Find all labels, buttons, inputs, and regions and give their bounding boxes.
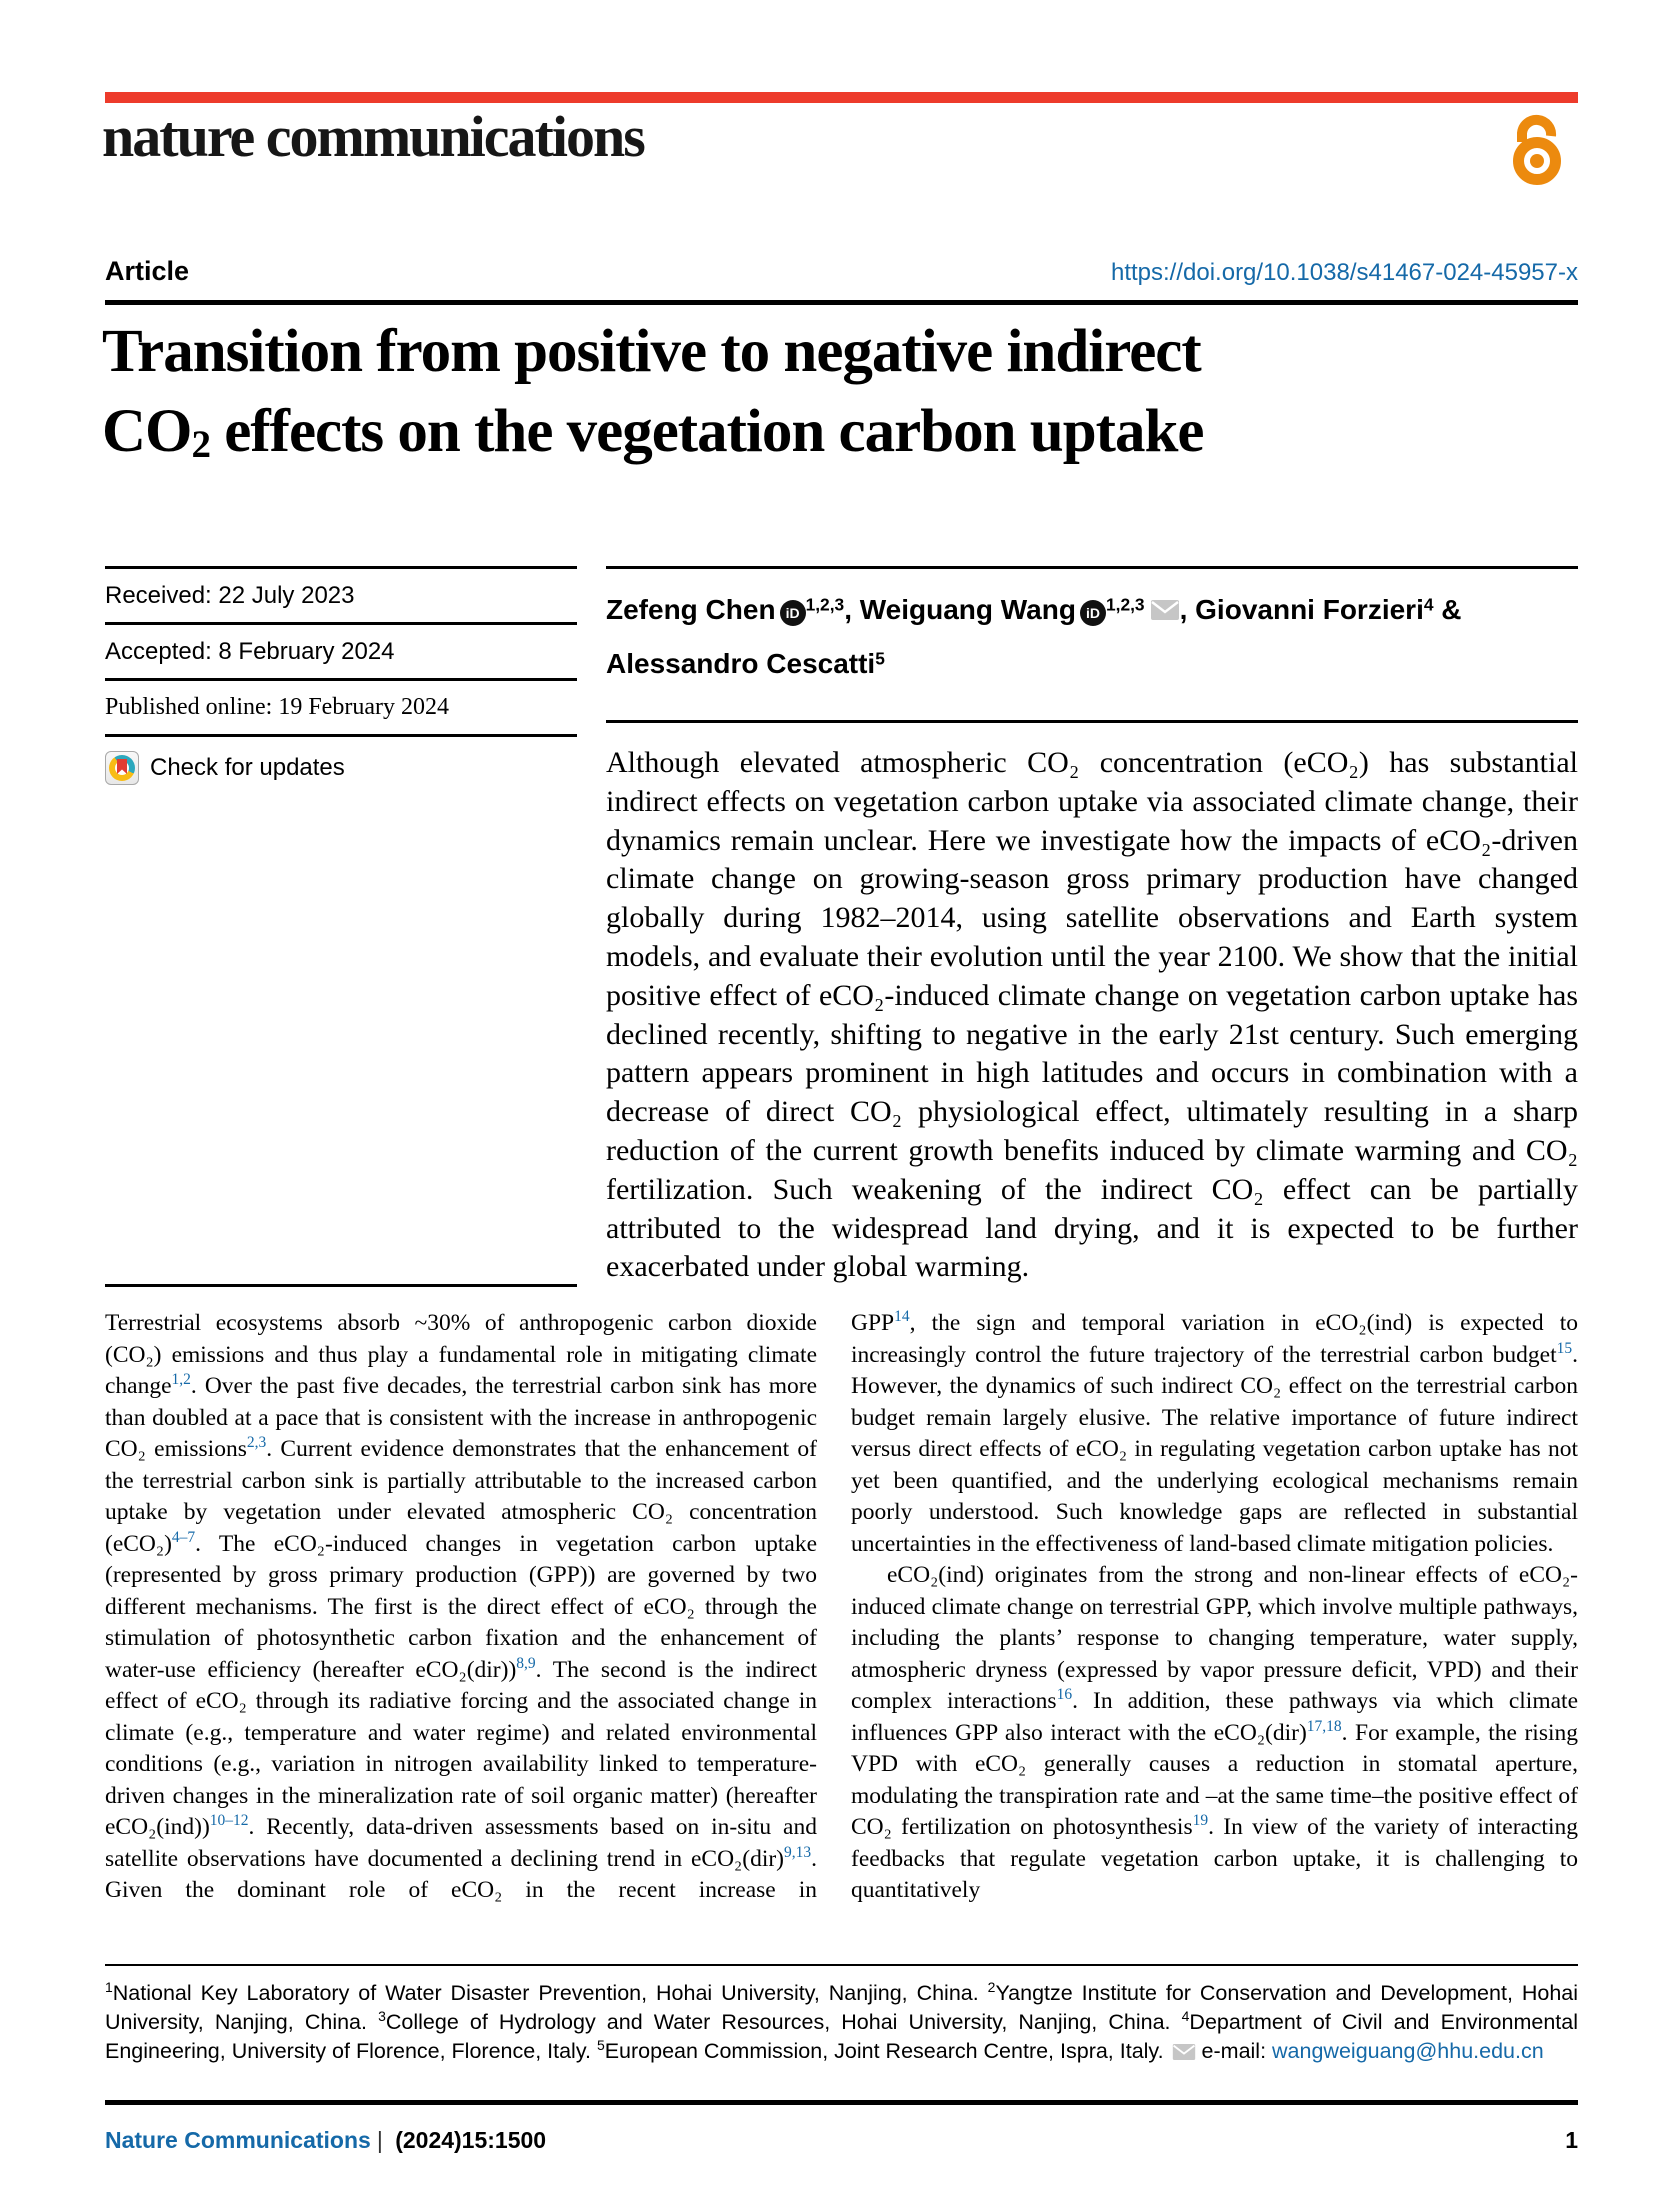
reference-superscript[interactable]: 10–12: [209, 1812, 249, 1830]
corresponding-email-link[interactable]: wangweiguang@hhu.edu.cn: [1272, 2039, 1544, 2063]
reference-superscript[interactable]: 9,13: [784, 1843, 812, 1861]
body-text: [105, 1308, 1578, 1907]
body-column-right: [851, 1308, 1578, 1907]
email-envelope-icon: [1172, 2040, 1196, 2069]
info-section: [105, 566, 1578, 1287]
affiliation-number: 5: [596, 2036, 605, 2053]
affiliation-number: 1: [105, 1978, 113, 1995]
check-for-updates-badge[interactable]: [105, 734, 577, 790]
received-date: Received: 22 July 2023: [105, 566, 577, 622]
page-number: 1: [1565, 2127, 1578, 2153]
body-paragraph: eCO₂(ind) originates from the strong and non-linear effects of eCO₂-induced climate change on terrestrial GPP, which involve multiple pathways, including the plants’ response to changing temperature, water supply, atmospheric dryness (expressed by vapor pressure deficit, VPD) and their complex interactions$^{16}$. In addition, these pathways via which climate influences GPP also interact with the eCO₂(dir)$^{17,18}$. For example, the rising VPD with eCO₂ generally causes a reduction in stomatal aperture, modulating the transpiration rate and –at the same time–the positive effect of CO₂ fertilization on photosynthesis$^{19}$. In view of the variety of interacting feedbacks that regulate vegetation carbon uptake, it is challenging to quantitatively: [851, 1562, 1578, 1903]
author-affiliation-sup: 1,2,3: [1105, 594, 1145, 615]
affiliation-number: 2: [987, 1978, 996, 1995]
published-date: Published online: 19 February 2024: [105, 678, 577, 734]
header-rule: [105, 300, 1578, 305]
reference-superscript[interactable]: 14: [894, 1308, 910, 1326]
author-affiliation-sup: 4: [1423, 594, 1434, 615]
footer-citation: Nature Communications | (2024)15:1500: [105, 2127, 547, 2153]
author-affiliation-sup: 5: [875, 648, 885, 669]
email-envelope-icon[interactable]: [1150, 586, 1180, 638]
affiliation-number: 4: [1181, 2007, 1190, 2024]
orcid-icon[interactable]: iD: [1080, 600, 1106, 626]
author-name: Alessandro Cescatti: [606, 648, 876, 680]
body-paragraph: GPP$^{14}$, the sign and temporal variation in eCO₂(ind) is expected to increasingly control the future trajectory of the terrestrial carbon budget$^{15}$. However, the dynamics of such indirect CO₂ effect on the terrestrial carbon budget remain largely elusive. The relative importance of future indirect versus direct effects of eCO₂ in regulating vegetation carbon uptake has not yet been quantified, and the underlying ecological mechanisms remain poorly understood. Such knowledge gaps are reflected in substantial uncertainties in the effectiveness of land-based climate mitigation policies.: [851, 1308, 1578, 1557]
reference-superscript[interactable]: 2,3: [246, 1434, 267, 1452]
orcid-icon[interactable]: iD: [780, 600, 806, 626]
page-footer: [105, 2100, 1578, 2154]
author-name: Zefeng Chen: [606, 594, 776, 625]
reference-superscript[interactable]: 4–7: [171, 1528, 196, 1546]
reference-superscript[interactable]: 17,18: [1306, 1717, 1342, 1735]
reference-superscript[interactable]: 1,2: [171, 1371, 191, 1389]
open-access-icon: [1506, 112, 1568, 191]
body-column-left: [105, 1308, 817, 1907]
doi-link[interactable]: https://doi.org/10.1038/s41467-024-45957-x: [1110, 259, 1578, 286]
abstract: Although elevated atmospheric CO₂ concentration (eCO₂) has substantial indirect effects on vegetation carbon uptake via associated climate change, their dynamics remain unclear. Here we investigate how the impacts of eCO₂-driven climate change on growing-season gross primary production have changed globally during 1982–2014, using satellite observations and Earth system models, and evaluate their evolution until the year 2100. We show that the initial positive effect of eCO₂-induced climate change on vegetation carbon uptake has declined recently, shifting to negative in the early 21st century. Such emerging pattern appears prominent in high latitudes and occurs in combination with a decrease of direct CO₂ physiological effect, ultimately resulting in a sharp reduction of the current growth benefits induced by climate warming and CO₂ fertilization. Such weakening of the indirect CO₂ effect can be partially attributed to the widespread land drying, and it is expected to be further exacerbated under global warming.: [606, 720, 1578, 1287]
reference-superscript[interactable]: 16: [1056, 1686, 1073, 1704]
reference-superscript[interactable]: 8,9: [516, 1654, 536, 1672]
co2-subscript: 2: [191, 422, 211, 466]
article-history-column: [105, 566, 577, 1287]
reference-superscript[interactable]: 15: [1556, 1339, 1573, 1357]
body-paragraph: Terrestrial ecosystems absorb ~30% of anthropogenic carbon dioxide (CO₂) emissions and thus play a fundamental role in mitigating climate change$^{1,2}$. Over the past five decades, the terrestrial carbon sink has more than doubled at a pace that is consistent with the increase in anthropogenic CO₂ emissions$^{2,3}$. Current evidence demonstrates that the enhancement of the terrestrial carbon sink is partially attributable to the increased carbon uptake by vegetation under elevated atmospheric CO₂ concentration (eCO₂)$^{4-7}$. The eCO₂-induced changes in vegetation carbon uptake (represented by gross primary production (GPP)) are governed by two different mechanisms. The first is the direct effect of eCO₂ through the stimulation of photosynthetic carbon fixation and the enhancement of water-use efficiency (hereafter eCO₂(dir))$^{8,9}$. The second is the indirect effect of eCO₂ through its radiative forcing and the associated change in climate (e.g., temperature and water regime) and related environmental conditions (e.g., variation in nitrogen availability linked to temperature-driven changes in the mineralization rate of soil organic matter) (hereafter eCO₂(ind))$^{10-12}$. Recently, data-driven assessments based on in-situ and satellite observations have documented a declining trend in eCO₂(dir)$^{9,13}$. Given the dominant role of eCO₂ in the recent increase in: [105, 1310, 818, 1903]
page-title: Transition from positive to negative indirect $CO_2$ effects on the vegetation carbon uptake: [102, 318, 1204, 466]
accepted-date: Accepted: 8 February 2024: [105, 622, 577, 678]
affiliation-number: 3: [378, 2007, 386, 2024]
reference-superscript[interactable]: 19: [1192, 1812, 1209, 1830]
journal-logo: nature communications: [102, 104, 644, 169]
author-affiliation-sup: 1,2,3: [805, 594, 845, 615]
crossmark-icon: [105, 751, 139, 785]
author-list: Zefeng Chen iD $^{1,2,3}$, Weiguang Wang iD $^{1,2,3}$ , Giovanni Forzieri$^4$ & Alessandro Cescatti$^5$: [606, 566, 1578, 720]
footer-volume-citation: (2024)15:1500: [388, 2127, 547, 2153]
affiliations-footnote: $^1$National Key Laboratory of Water Disaster Prevention, Hohai University, Nanjing, China. $^2$Yangtze Institute for Conservation and Development, Hohai University, Nanjing, China. $^3$College of Hydrology and Water Resources, Hohai University, Nanjing, China. $^4$Department of Civil and Environmental Engineering, University of Florence, Florence, Italy. $^5$European Commission, Joint Research Centre, Ispra, Italy. e-mail: wangweiguang@hhu.edu.cn: [105, 1964, 1578, 2069]
footer-journal-name[interactable]: Nature Communications: [105, 2127, 371, 2153]
article-header-row: [105, 256, 1578, 287]
author-name: Giovanni Forzieri: [1195, 594, 1424, 625]
article-type-label: Article: [105, 256, 190, 286]
authors-abstract-column: [606, 566, 1578, 1287]
brand-red-bar: [105, 92, 1578, 103]
check-for-updates-label: Check for updates: [150, 754, 345, 781]
author-name: Weiguang Wang: [859, 594, 1076, 625]
email-label: e-mail:: [1201, 2039, 1273, 2063]
